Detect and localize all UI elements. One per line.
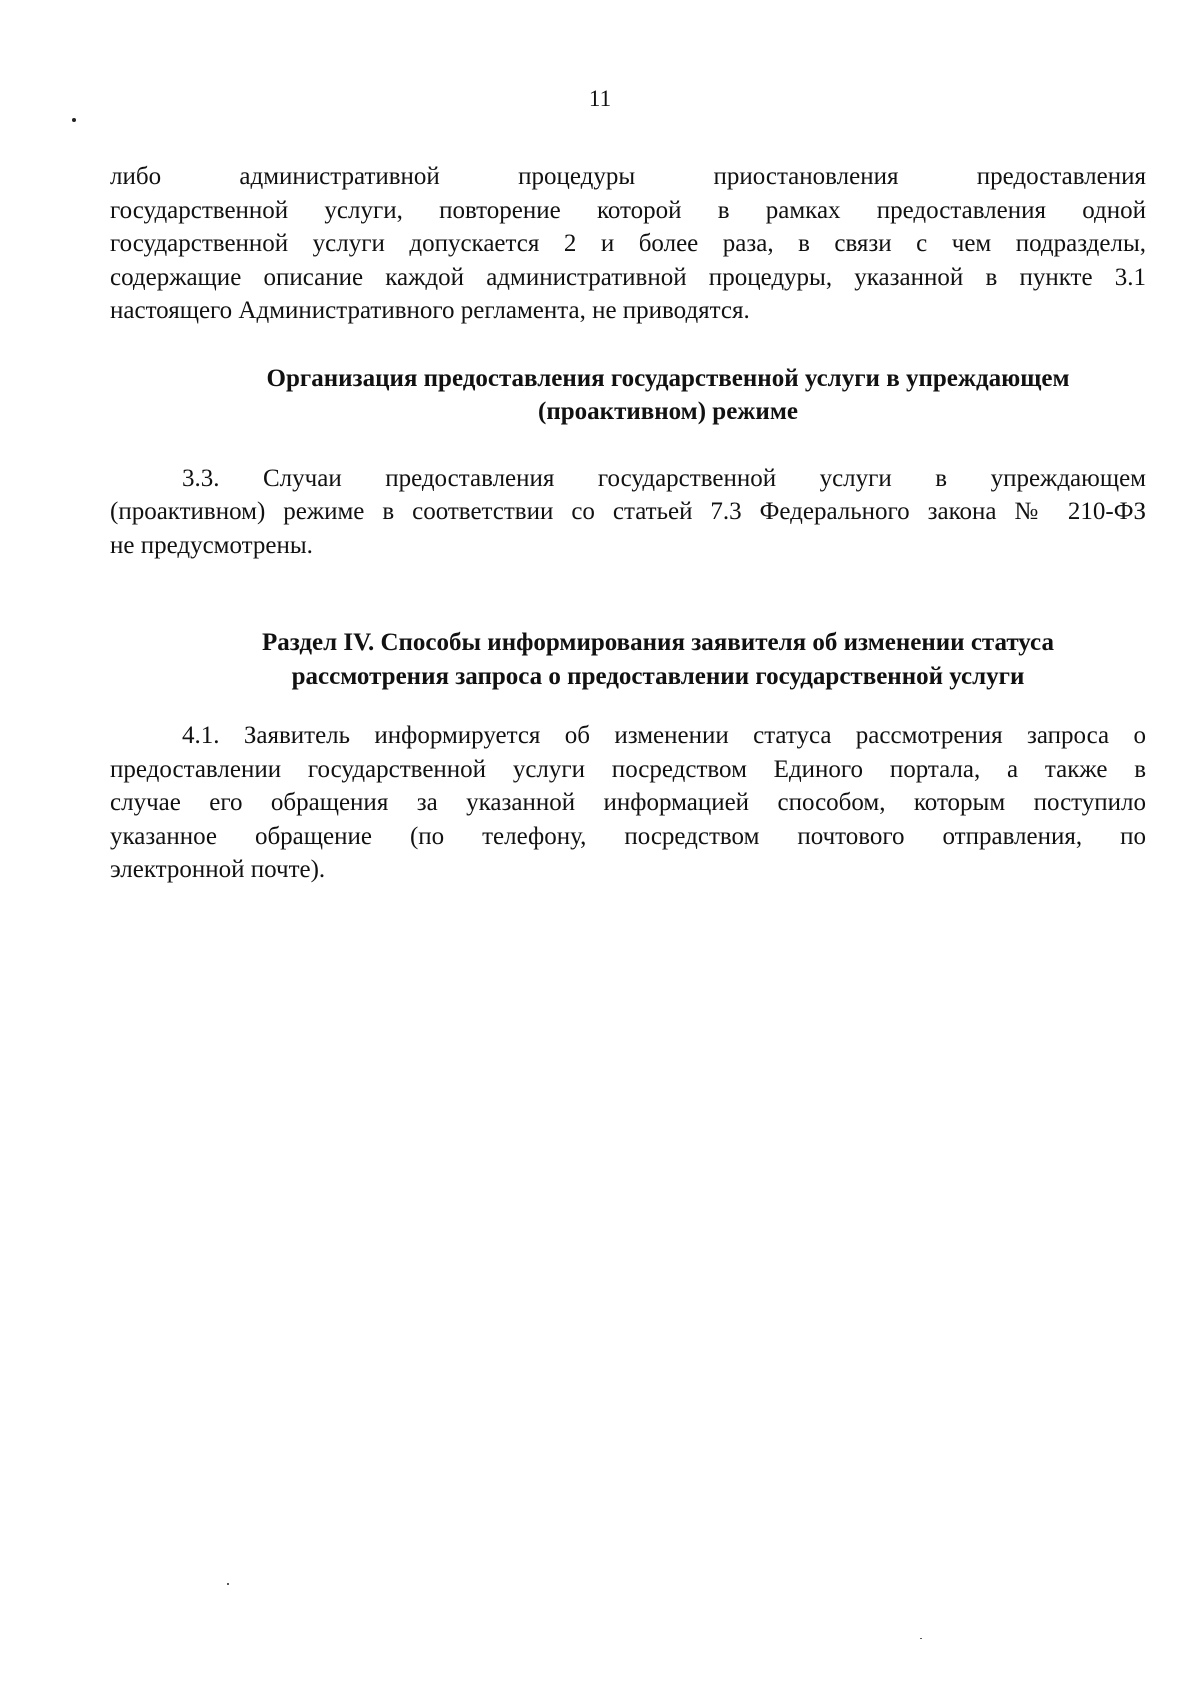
heading-line: (проактивном) режиме [538, 398, 798, 425]
paragraph-continuation [110, 160, 1146, 328]
text-line: не предусмотрены. [110, 531, 313, 559]
text-line: настоящего Административного регламента, не приводятся. [110, 297, 750, 324]
section-heading-proactive [110, 362, 1146, 429]
scan-speck [72, 118, 76, 122]
paragraph-4-1 [110, 719, 1146, 887]
text-line: государственной услуги, повторение которой в рамках предоставления одной [110, 196, 1146, 224]
scan-speck [920, 1638, 922, 1639]
heading-line: Раздел IV. Способы информирования заявителя об изменении статуса [262, 629, 1054, 656]
text-line: 4.1. Заявитель информируется об изменении статуса рассмотрения запроса о [182, 722, 1146, 749]
page-number: 11 [588, 86, 612, 111]
text-line: указанное обращение (по телефону, посредством почтового отправления, по [110, 822, 1146, 850]
text-line: (проактивном) режиме в соответствии со статьей 7.3 Федерального закона № 210-ФЗ [110, 498, 1146, 525]
text-line: случае его обращения за указанной информацией способом, которым поступило [110, 789, 1146, 816]
heading-line: рассмотрения запроса о предоставлении государственной услуги [291, 662, 1025, 690]
text-line: электронной почте). [110, 856, 326, 883]
document-body [110, 160, 1146, 887]
text-line: предоставлении государственной услуги посредством Единого портала, а также в [110, 755, 1146, 783]
heading-line: Организация предоставления государственной услуги в упреждающем [266, 364, 1070, 392]
text-line: государственной услуги допускается 2 и более раза, в связи с чем подразделы, [110, 230, 1146, 257]
text-line: либо административной процедуры приостановления предоставления [110, 163, 1146, 190]
scan-speck [227, 1583, 229, 1585]
text-line: содержащие описание каждой административной процедуры, указанной в пункте 3.1 [110, 263, 1146, 291]
section-heading-iv [110, 626, 1146, 693]
paragraph-3-3 [110, 462, 1146, 563]
text-line: 3.3. Случаи предоставления государственной услуги в упреждающем [182, 464, 1146, 492]
